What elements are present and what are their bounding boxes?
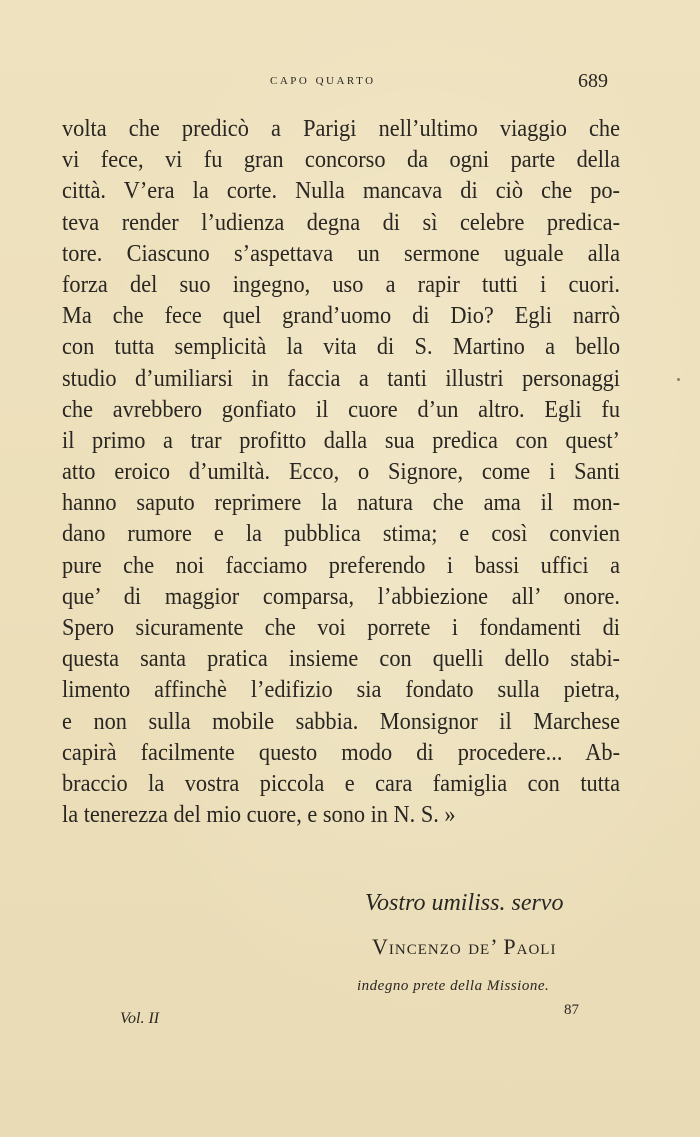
text-line: pure che noi facciamo preferendo i bassi uffici a: [62, 552, 620, 579]
signature-name: Vincenzo de’ Paoli: [372, 934, 557, 959]
text-line: teva render l’udienza degna di sì celebre predica-: [62, 209, 620, 236]
text-line: Spero sicuramente che voi porrete i fondamenti di: [62, 615, 620, 641]
volume-label: Vol. II: [120, 1010, 160, 1027]
page-number: 689: [578, 70, 608, 92]
text-line: capirà facilmente questo modo di procedere... Ab-: [62, 739, 620, 766]
text-line: volta che predicò a Parigi nell’ultimo viaggio che: [62, 116, 620, 142]
signature-closing: Vostro umiliss. servo: [365, 890, 564, 916]
running-title: capo quarto: [270, 72, 376, 88]
printer-signature-mark: 87: [564, 1002, 579, 1018]
text-line: questa santa pratica insieme con quelli dello stabi-: [62, 646, 620, 673]
text-line: limento affinchè l’edifizio sia fondato sulla pietra,: [62, 677, 620, 704]
signature-title: indegno prete della Missione.: [357, 978, 550, 994]
text-line: hanno saputo reprimere la natura che ama il mon-: [62, 490, 620, 517]
text-line: tore. Ciascuno s’aspettava un sermone uguale alla: [62, 240, 620, 267]
text-line: e non sulla mobile sabbia. Monsignor il Marchese: [62, 708, 620, 735]
text-line: con tutta semplicità la vita di S. Martino a bello: [62, 334, 620, 361]
text-line: città. V’era la corte. Nulla mancava di ciò che po-: [62, 178, 620, 205]
text-line: dano rumore e la pubblica stima; e così convien: [62, 521, 620, 548]
text-line: che avrebbero gonfiato il cuore d’un altro. Egli fu: [62, 396, 620, 423]
running-head: [0, 70, 700, 94]
text-line: braccio la vostra piccola e cara famiglia con tutta: [62, 770, 620, 797]
text-line: Ma che fece quel grand’uomo di Dio? Egli narrò: [62, 303, 620, 330]
text-line: forza del suo ingegno, uso a rapir tutti i cuori.: [62, 271, 620, 298]
text-line: il primo a trar profitto dalla sua predica con quest’: [62, 427, 620, 454]
text-line: atto eroico d’umiltà. Ecco, o Signore, come i Santi: [62, 459, 620, 486]
text-line-last: la tenerezza del mio cuore, e sono in N. S. »: [62, 802, 456, 829]
body-text: [62, 114, 622, 831]
paper-speck: [677, 378, 680, 381]
text-line: que’ di maggior comparsa, l’abbiezione all’ onore.: [62, 583, 620, 610]
text-line: studio d’umiliarsi in faccia a tanti illustri personaggi: [62, 365, 620, 392]
text-line: vi fece, vi fu gran concorso da ogni parte della: [62, 147, 620, 174]
